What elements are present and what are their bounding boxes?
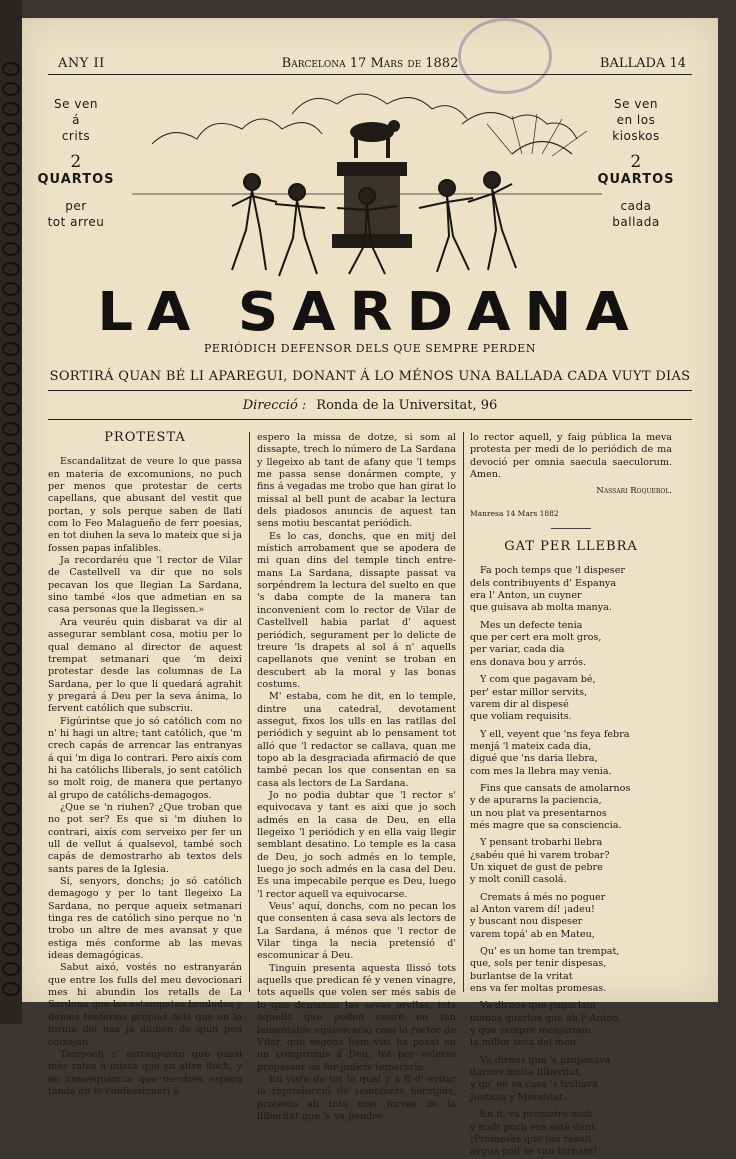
poem-line: Fa poch temps que 'l dispeser: [480, 565, 625, 577]
paragraph: Escandalitzat de veure lo que passa en materia de excomunions, no puch per menos que protestar de certs capellans, que abusant del vestit que portan, y sols perque saben de llatí com lo Feo Malagueño de ferr poesias, en tot diuhen la seva lo mateix que si ja fossen papas infalibles.: [48, 456, 242, 554]
price-left-number: 2: [70, 152, 82, 172]
header-bar: [48, 56, 692, 74]
binding-ring: [2, 62, 20, 76]
binding-ring: [2, 322, 20, 336]
paragraph: En vista de tot lo qual y á fí d' evitar la reproducció de semblants heretjías, protesto ab tota mas forsas de la lliberitat que 's va pendre: [257, 1073, 456, 1122]
paragraph: Figúrintse que jo só católich com no n' hi hagi un altre; tant católich, que 'm crech capás de arrencar las entranyas á qui 'm diga lo contrari. Pero aixís com hi ha católichs lliberals, jo sent católich so molt roig, de manera que pertanyo al grupo de católichs-demagogos.: [48, 715, 242, 801]
price-right-line: kioskos: [612, 129, 660, 143]
poem-line: més magre que sa consciencia.: [470, 819, 622, 831]
poem-line: y que sempre menjariam: [470, 1025, 591, 1037]
paragraph: Jo no podia dubtar que 'l rector s' equivocava y tant es aixi que jo soch admés en la casa de Deu, en ella llegeixo 'l periódich y en ella vaig llegir semblant desatino. Lo temple es la casa de Deu, jo soch admés en lo temple, luego jo soch admés en la casa del Deu. Es una impecabile perque es Deu, luego 'l rector aquell va equivocarse.: [257, 789, 456, 900]
poem-line: Va dirnos que pagariam: [480, 1000, 596, 1012]
binding-ring: [2, 922, 20, 936]
binding-ring: [2, 402, 20, 416]
binding-ring: [2, 802, 20, 816]
binding-ring: [2, 602, 20, 616]
binding-ring: [2, 762, 20, 776]
poem-line: varem topá' ab en Mateu,: [470, 928, 595, 940]
header-rule: [48, 74, 692, 75]
poem-line: per' estar millor servits,: [470, 686, 588, 698]
poem-line: per variar, cada dia: [470, 644, 565, 656]
binding-ring: [2, 502, 20, 516]
binding-ring: [2, 562, 20, 576]
price-left-line: crits: [61, 129, 91, 143]
binding-ring: [2, 222, 20, 236]
binding-ring: [2, 822, 20, 836]
signature: Nassari Roquerol.: [596, 486, 672, 497]
poem-line: varem dir al dispesé: [470, 698, 569, 710]
price-left-line: tot arreu: [47, 215, 105, 229]
binding-ring: [2, 262, 20, 276]
poem-line: ¿sabéu qué hi varem trobar?: [470, 849, 610, 861]
paragraph: Sí, senyors, donchs; jo só católich demagogo y per lo tant llegeixo La Sardana, no perque aqueix setmanari tinga res de católich sino perque no 'n trobo un altre de mes avansat y que estiga més conforme ab las mevas ideas demagógicas.: [48, 876, 242, 962]
price-left-unit: QUARTOS: [37, 172, 115, 187]
paragraph: Veus' aquí, donchs, com no pecan los que consenten á casa seva als lectors de La Sardana, á ménos que 'l rector de Vilar tinga la necia pretensió d' escomunicar á Deu.: [257, 901, 456, 962]
paragraph: Tampoch s' estranyarán que passi més ratos á missa que en altre lloch, y en consequéncia que mentres espero tanda en lo confessionari ó: [48, 1048, 242, 1097]
paragraph: espero la missa de dotze, si som al dissapte, trech lo número de La Sardana y llegeixo ab tant de afany que 'l temps me passa sense donármen compte, y fins á vegadas me trobo que han girat lo missal al bell punt de acabar la lectura dels piadosos anuncis de aquest tan sens motiu bescantat periódich.: [257, 432, 456, 530]
issue-number: BALLADA 14: [599, 56, 686, 71]
poem-line: y de apurarns la paciencia,: [470, 795, 602, 807]
binding-ring: [2, 182, 20, 196]
binding-ring: [2, 82, 20, 96]
poem-line: darnos molta lliberitat,: [470, 1067, 583, 1079]
binding-ring: [2, 122, 20, 136]
poem-line: Mes un defecte tenia: [480, 619, 583, 631]
poem-line: y qu' en sa casa 's trobava: [470, 1079, 598, 1091]
paragraph: Ara veuréu quin disbarat va dir al assegurar semblant cosa, motiu per lo qual demano al director de aquest trempat setmanari que 'm deixi protestar desde las columnas de La Sardana, per lo que li quedará agrahit y pregará á Deu per la seva ánima, lo fervent católich que subscriu.: [48, 616, 242, 715]
paragraph: M' estaba, com he dit, en lo temple, dintre una catedral, devotament assegut, fixos los ulls en las ratllas del periódich y seguint ab lo pensament tot alló que 'l redactor se callava, quan me topo ab la desgraciada afirmació de que també pecan los que consentan en sa casa als lectors de La Sardana.: [257, 691, 456, 789]
price-left-line: per: [65, 199, 87, 213]
poem-line: Y com que pagavam bé,: [480, 674, 596, 686]
binding-ring: [2, 642, 20, 656]
poem-line: ens donava bou y arrós.: [470, 656, 587, 668]
poem-title: GAT PER LLEBRA: [504, 539, 638, 555]
poem-line: y molt conill casolá.: [470, 874, 567, 886]
price-right-line: ballada: [612, 215, 660, 229]
address-label: Direcció :: [242, 398, 307, 413]
binding-ring: [2, 342, 20, 356]
book-binding: [0, 0, 22, 1024]
column-protesta: [48, 432, 242, 1098]
issue-date: Barcelona 17 Mars de 1882: [281, 56, 459, 71]
poem-line: que voliam requisits.: [470, 711, 572, 723]
binding-ring: [2, 442, 20, 456]
poem-line: Fins que cansats de amolarnos: [480, 782, 631, 794]
binding-ring: [2, 882, 20, 896]
binding-ring: [2, 382, 20, 396]
poem-line: menjá 'l mateix cada dia,: [470, 740, 592, 752]
article-heading: PROTESTA: [104, 430, 186, 445]
tagline-rule: [48, 390, 692, 391]
binding-ring: [2, 242, 20, 256]
binding-ring: [2, 942, 20, 956]
newspaper-page: [22, 18, 718, 1158]
paragraph: Es lo cas, donchs, que en mitj del místich arrobament que se apodera de mi quan dins del temple tinch entre-mans La Sardana, dissapte passat va sorpéndrem la lectura del suelto en que 's daba compte de la manera tan inconvenient com lo rector de Vilar de Castellvell habia parlat d' aquest periódich, segurament per lo delicte de treure 'ls drapets al sol á n' aquells capellanots que venint se troban en descubert ab la moral y las bonas costums.: [257, 530, 456, 690]
price-right: [596, 96, 676, 230]
price-right-line: en los: [616, 113, 656, 127]
poem-line: un nou plat va presentarnos: [470, 807, 607, 819]
binding-ring: [2, 782, 20, 796]
binding-ring: [2, 682, 20, 696]
binding-ring: [2, 842, 20, 856]
poem-line: dels contribuyents d' Espanya: [470, 577, 617, 589]
binding-ring: [2, 862, 20, 876]
binding-ring: [2, 542, 20, 556]
poem-line: que guisava ab molta manya.: [470, 602, 612, 614]
poem-line: En fi, va prometre molt: [480, 1109, 594, 1121]
poem-line: aygua poll se van tornant!: [470, 1146, 598, 1158]
poem-line: que per cert era molt gros,: [470, 632, 602, 644]
masthead-title: LA SARDANA: [97, 281, 643, 344]
binding-ring: [2, 162, 20, 176]
paragraph: lo rector aquell, y faig pública la meva protesta per medi de lo periódich de ma devoció per omnia saecula saeculorum. Amen.: [470, 432, 672, 481]
binding-ring: [2, 202, 20, 216]
poem: [470, 565, 672, 1158]
masthead-subtitle: PERIÓDICH DEFENSOR DELS QUE SEMPRE PERDEN: [204, 342, 536, 355]
binding-ring: [2, 522, 20, 536]
address-rule: [48, 419, 692, 420]
poem-line: Y pensant trobarhi llebra: [480, 837, 603, 849]
issue-year: ANY II: [58, 56, 105, 71]
poem-line: Cremats á més no poguer: [480, 891, 606, 903]
paragraph: ¿Que se 'n riuhen? ¿Que troban que no pot ser? Es que si 'm diuhen lo contrari, aixís com serveixo per fer un ull de vellut á qualsevol, també soch capás de demostrarho ab textos dels sants pares de la Iglesia.: [48, 801, 242, 875]
price-left-line: á: [72, 113, 80, 127]
poem-line: Y ell, veyent que 'ns feya febra: [480, 728, 630, 740]
binding-ring: [2, 962, 20, 976]
poem-line: y molt poch ens está dant.: [470, 1121, 598, 1133]
binding-ring: [2, 102, 20, 116]
poem-line: y buscant nou dispeser: [470, 916, 583, 928]
binding-ring: [2, 722, 20, 736]
poem-line: Un xiquet de gust de pebre: [470, 861, 603, 873]
poem-line: que, sols per tenir dispesas,: [470, 958, 607, 970]
poem-line: ¡Promesas que feu resolt: [470, 1133, 592, 1145]
poem-line: ens va fer moltas promesas.: [470, 983, 607, 995]
poem-line: Justicia y Moralitat.: [470, 1091, 567, 1103]
binding-ring: [2, 702, 20, 716]
poem-line: Va dirnos que 's proposava: [480, 1054, 611, 1066]
poem-line: era l' Anton, un cuyner: [470, 590, 582, 602]
binding-ring: [2, 982, 20, 996]
dateline: Manresa 14 Mars 1882: [470, 508, 559, 518]
paragraph: Sabut aixó, vostés no estranyarán que entre los fulls del meu devocionari mes hi abundin los retalls de La Sardana que las estampetas brodadas y demés tonterías propias dels que en la forma del nas ja diuhen de quin peu coixejan.: [48, 962, 242, 1048]
paragraph: Ja recordaréu que 'l rector de Vilar de Castellvell va dir que no sols pecavan los que llegian La Sardana, sino també «los que admetian en sa casa personas que la llegissen.»: [48, 555, 242, 616]
binding-ring: [2, 662, 20, 676]
poem-line: la millor teca del mon.: [470, 1037, 580, 1049]
poem-line: Qu' es un home tan trempat,: [480, 946, 620, 958]
binding-ring: [2, 142, 20, 156]
binding-ring: [2, 622, 20, 636]
poem-line: al Anton varem dí! ¡adeu!: [470, 904, 595, 915]
binding-ring: [2, 482, 20, 496]
price-right-line: cada: [620, 199, 652, 213]
address-value: Ronda de la Universitat, 96: [316, 398, 498, 413]
price-left: [36, 96, 116, 230]
binding-ring: [2, 302, 20, 316]
address-line: [22, 398, 718, 413]
masthead-illustration: [132, 84, 602, 284]
paragraph: Tinguin presenta aquesta llissó tots aquells que predican fé y venen vinagre, tots aquells que volen ser més sabis de lo que demanan las sevas orellas, tots aquells que poden caure en tan lamentable equivocació com lo rector de Vilar, que segons hem vist ha posat en un compromís á Deu, tot per volerse propassar en fer judicis temeraris.: [257, 962, 456, 1073]
binding-ring: [2, 462, 20, 476]
binding-ring: [2, 282, 20, 296]
binding-ring: [2, 742, 20, 756]
binding-ring: [2, 902, 20, 916]
binding-ring: [2, 422, 20, 436]
price-right-line: Se ven: [614, 97, 658, 111]
price-right-unit: QUARTOS: [597, 172, 675, 187]
masthead-tagline: SORTIRÁ QUAN BÉ LI APAREGUI, DONANT Á LO MÉNOS UNA BALLADA CADA VUYT DIAS: [49, 369, 691, 384]
poem-line: com mes la llebra may venia.: [470, 765, 612, 777]
binding-ring: [2, 582, 20, 596]
column-divider: [249, 432, 250, 992]
poem-line: burlantse de la vritat: [470, 970, 573, 982]
poem-line: menos quartos que ab l' Anton,: [470, 1012, 622, 1024]
price-left-line: Se ven: [54, 97, 98, 111]
binding-ring: [2, 362, 20, 376]
article-end-rule: [551, 528, 591, 529]
column-divider: [463, 432, 464, 992]
column-poem: [470, 432, 672, 1159]
poem-line: digué que 'ns daria llebra,: [470, 753, 598, 765]
column-continuation: [257, 432, 456, 1123]
price-right-number: 2: [630, 152, 642, 172]
